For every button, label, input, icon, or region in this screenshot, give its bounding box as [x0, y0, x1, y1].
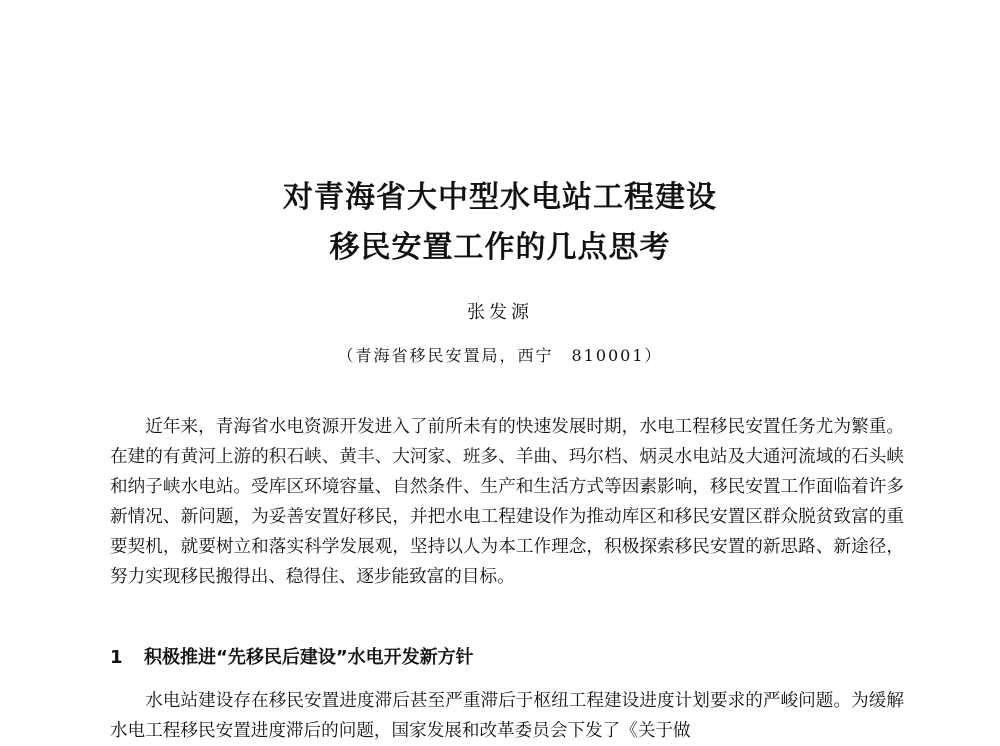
author-name: 张发源	[467, 302, 533, 323]
author-affiliation: （青海省移民安置局，西宁 810001）	[337, 346, 663, 365]
paper-title-line-2: 移民安置工作的几点思考	[329, 230, 671, 265]
section-1-number: 1	[110, 647, 123, 668]
section-1-title: 积极推进“先移民后建设”水电开发新方针	[144, 647, 474, 668]
section-1-heading	[110, 643, 474, 669]
section-1-paragraph: 水电站建设存在移民安置进度滞后甚至严重滞后于枢纽工程建设进度计划要求的严峻问题。为缓解水电工程移民安置进度滞后的问题，国家发展和改革委员会下发了《关于做	[110, 691, 904, 741]
paper-title-line-1: 对青海省大中型水电站工程建设	[283, 180, 717, 215]
intro-paragraph: 近年来，青海省水电资源开发进入了前所未有的快速发展时期，水电工程移民安置任务尤为繁重。在建的有黄河上游的积石峡、黄丰、大河家、班多、羊曲、玛尔档、炳灵水电站及大通河流域的石头峡和纳子峡水电站。受库区环境容量、自然条件、生产和生活方式等因素影响，移民安置工作面临着许多新情况、新问题，为妥善安置好移民，并把水电工程建设作为推动库区和移民安置区群众脱贫致富的重要契机，就要树立和落实科学发展观，坚持以人为本工作理念，积极探索移民安置的新思路、新途径，努力实现移民搬得出、稳得住、逐步能致富的目标。	[110, 417, 904, 587]
